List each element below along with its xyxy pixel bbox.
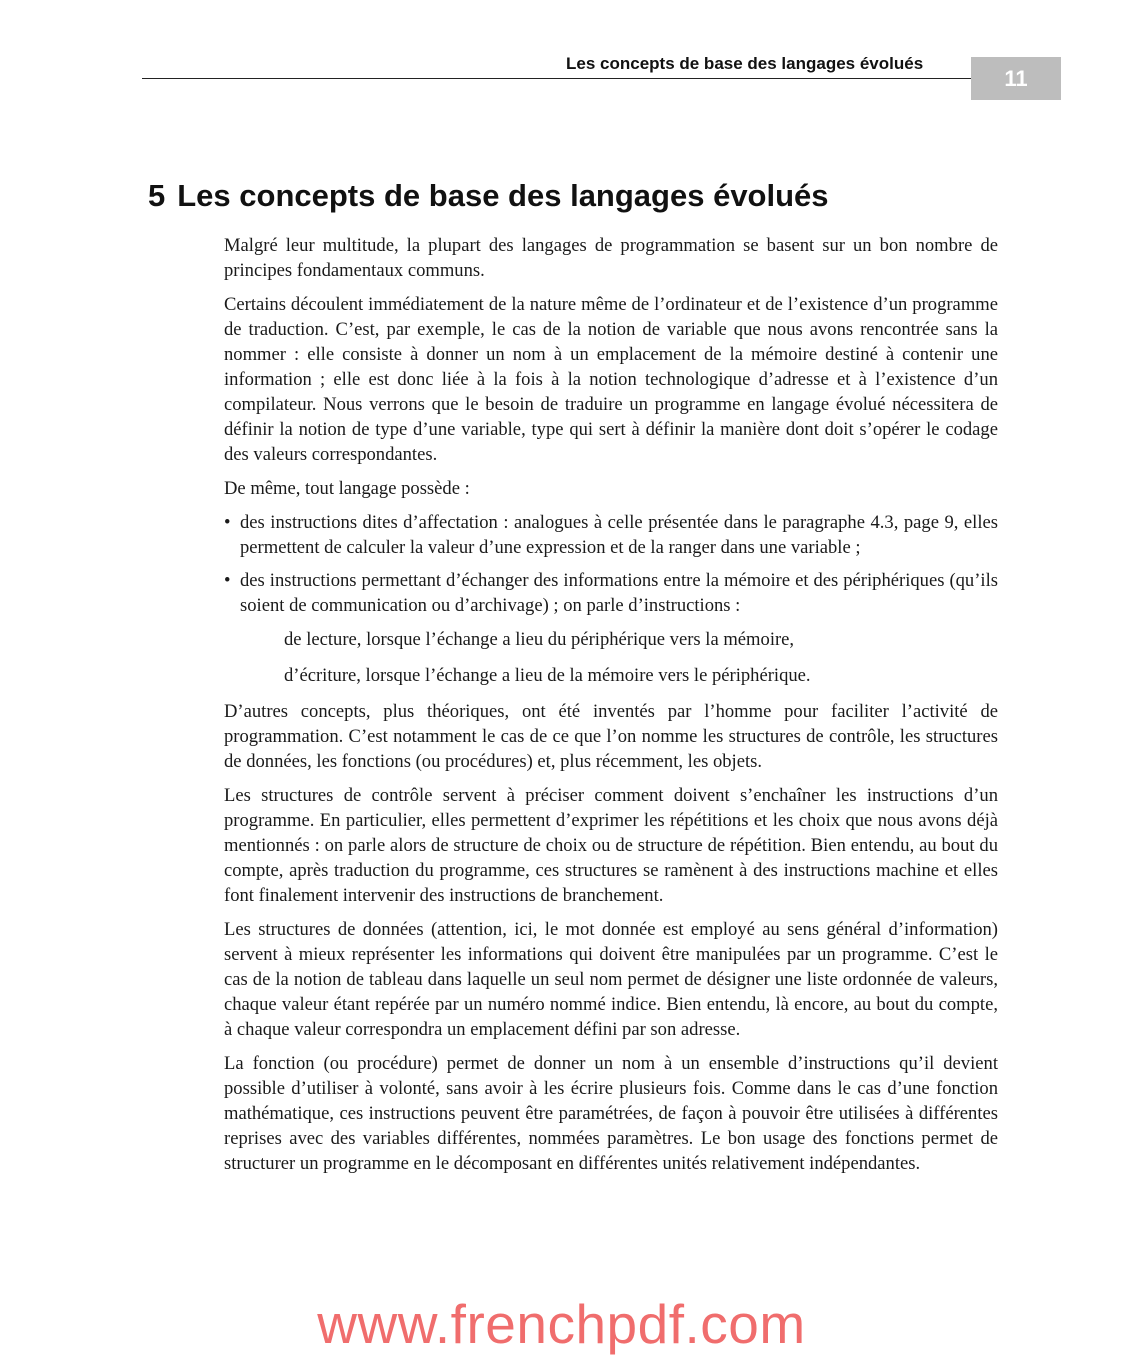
- bullet-list: [224, 510, 998, 618]
- paragraph: De même, tout langage possède :: [224, 478, 470, 499]
- list-item-text: des instructions dites d’affectation : analogues à celle présentée dans le paragraphe 4.3, page 9, elles permettent de calculer la valeur d’une expression et de la ranger dans une variable ;: [240, 512, 998, 558]
- page-number: 11: [1004, 65, 1028, 91]
- page-number-badge: [971, 57, 1061, 100]
- paragraph: Les structures de données (attention, ici, le mot donnée est employé au sens général d’information) servent à mieux représenter les informations qui doivent être manipulées par un programme. C’est le cas de la notion de tableau dans laquelle un seul nom permet de désigner une liste ordonnée de valeurs, chaque valeur étant repérée par un numéro nommé indice. Bien entendu, là encore, au bout du compte, à chaque valeur correspondra un emplacement défini par son adresse.: [224, 919, 998, 1040]
- body-text: [224, 233, 998, 1185]
- header-rule: [142, 78, 972, 79]
- paragraph: D’autres concepts, plus théoriques, ont été inventés par l’homme pour faciliter l’activité de programmation. C’est notamment le cas de ce que l’on nomme les structures de contrôle, les structures de données, les fonctions (ou procédures) et, plus récemment, les objets.: [224, 701, 998, 772]
- paragraph: Les structures de contrôle servent à préciser comment doivent s’enchaîner les instructions d’un programme. En particulier, elles permettent d’exprimer les répétitions et les choix que nous avons déjà mentionnés : on parle alors de structure de choix ou de structure de répétition. Bien entendu, au bout du compte, après traduction du programme, ces structures se ramènent à des instructions machine et elles font finalement intervenir des instructions de branchement.: [224, 785, 998, 906]
- watermark-text: www.frenchpdf.com: [317, 1293, 806, 1355]
- chapter-heading: [148, 178, 829, 214]
- chapter-title-text: Les concepts de base des langages évolués: [177, 178, 829, 213]
- paragraph: Certains découlent immédiatement de la nature même de l’ordinateur et de l’existence d’un programme de traduction. C’est, par exemple, le cas de la notion de variable que nous avons rencontrée sans la nommer : elle consiste à donner un nom à un emplacement de la mémoire destiné à contenir une information ; elle est donc liée à la fois à la notion technologique d’adresse et à l’existence d’un compilateur. Nous verrons que le besoin de traduire un programme en langage évolué nécessitera de définir la notion de type d’une variable, type qui sert à définir la manière dont doit s’opérer le codage des valeurs correspondantes.: [224, 294, 998, 465]
- chapter-number: 5: [148, 178, 166, 213]
- indented-line: de lecture, lorsque l’échange a lieu du périphérique vers la mémoire,: [284, 629, 795, 650]
- paragraph: Malgré leur multitude, la plupart des langages de programmation se basent sur un bon nombre de principes fondamentaux communs.: [224, 235, 998, 281]
- list-item-text: des instructions permettant d’échanger des informations entre la mémoire et des périphériques (qu’ils soient de communication ou d’archivage) ; on parle d’instructions :: [240, 570, 998, 616]
- list-item: [224, 510, 998, 560]
- running-header-title: Les concepts de base des langages évolués: [566, 54, 924, 73]
- bullet-icon: •: [224, 512, 231, 533]
- indented-line: d’écriture, lorsque l’échange a lieu de la mémoire vers le périphérique.: [284, 665, 811, 686]
- paragraph: La fonction (ou procédure) permet de donner un nom à un ensemble d’instructions qu’il devient possible d’utiliser à volonté, sans avoir à les écrire plusieurs fois. Comme dans le cas d’une fonction mathématique, ces instructions peuvent être paramétrées, de façon à pouvoir être utilisées à différentes reprises avec des variables différentes, nommées paramètres. Le bon usage des fonctions permet de structurer un programme en le décomposant en différentes unités relativement indépendantes.: [224, 1053, 998, 1174]
- bullet-icon: •: [224, 570, 231, 591]
- list-item: [224, 568, 998, 618]
